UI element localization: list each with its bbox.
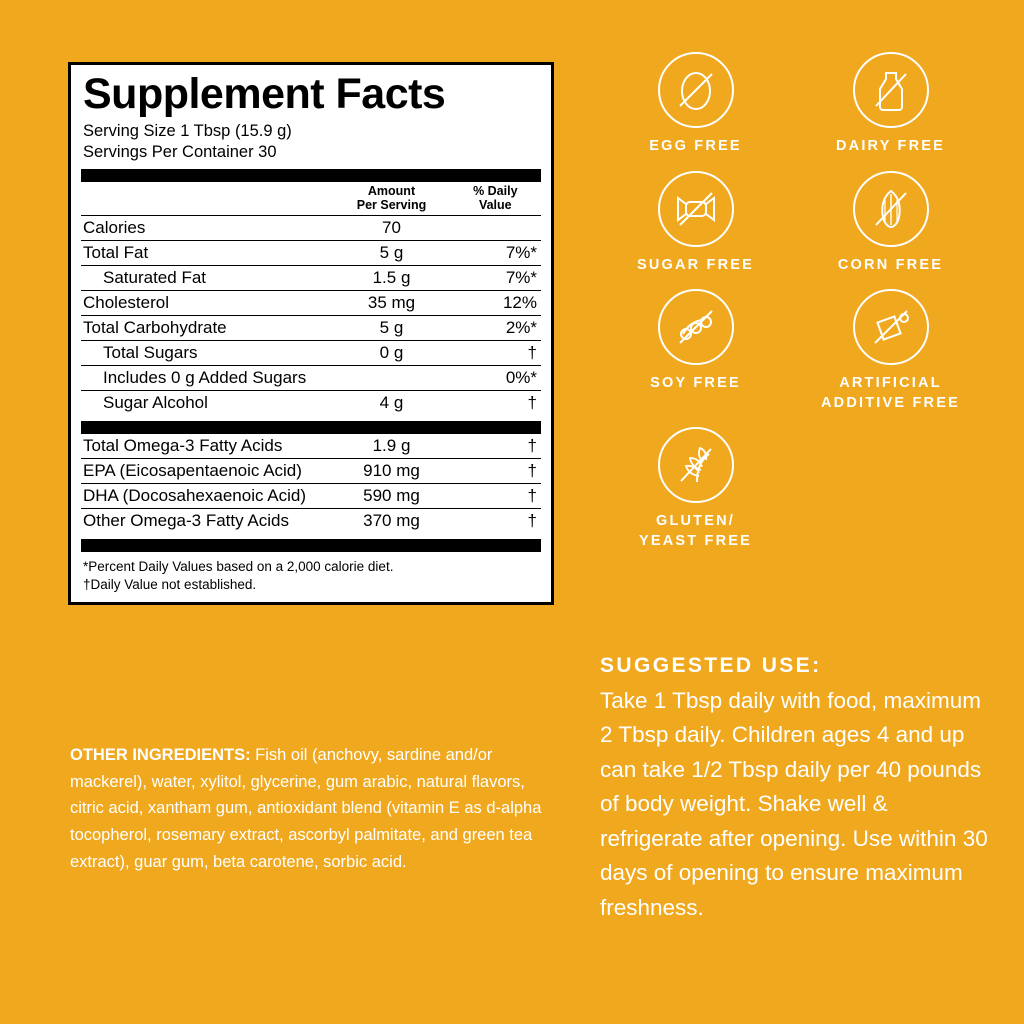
dairy-free-icon xyxy=(853,52,929,128)
row-amount: 5 g xyxy=(329,240,453,265)
header-daily-value xyxy=(454,182,541,215)
badge-label: DAIRY FREE xyxy=(835,138,945,154)
table-row xyxy=(81,365,541,390)
header-amount-per-serving xyxy=(329,182,453,215)
other-ingredients-block xyxy=(70,742,560,876)
footnote-daily-values: *Percent Daily Values based on a 2,000 calorie diet. xyxy=(83,558,394,574)
suggested-use-block xyxy=(600,654,992,925)
badge-sugar-free xyxy=(598,171,793,276)
row-dv: 2%* xyxy=(454,315,541,340)
row-dv: 12% xyxy=(454,290,541,315)
row-label: Includes 0 g Added Sugars xyxy=(81,365,454,390)
table-row xyxy=(81,215,541,240)
row-label: Calories xyxy=(81,215,329,240)
nutrition-table xyxy=(81,182,541,415)
table-row xyxy=(81,240,541,265)
servings-per-container-text: Servings Per Container 30 xyxy=(83,142,277,161)
sugar-free-icon xyxy=(658,171,734,247)
row-dv: † xyxy=(454,340,541,365)
table-row xyxy=(81,315,541,340)
divider-thick-top xyxy=(81,169,541,182)
badge-label-line1: ARTIFICIAL xyxy=(839,375,942,392)
badge-corn-free xyxy=(793,171,988,276)
badge-soy-free xyxy=(598,289,793,413)
other-ingredients-label: OTHER INGREDIENTS: xyxy=(70,746,251,764)
footnote-dagger: †Daily Value not established. xyxy=(83,577,257,593)
row-amount: 4 g xyxy=(329,390,453,415)
row-amount: 370 mg xyxy=(329,508,453,533)
table-row xyxy=(81,483,541,508)
header-amount-line1: Amount xyxy=(367,183,416,198)
row-amount: 1.5 g xyxy=(329,265,453,290)
row-dv: † xyxy=(527,435,537,455)
row-amount: 590 mg xyxy=(329,483,453,508)
header-blank xyxy=(81,182,329,215)
row-dv: 0%* xyxy=(454,365,541,390)
divider-thick-middle xyxy=(81,421,541,434)
badge-label: CORN FREE xyxy=(837,256,944,273)
table-row xyxy=(81,458,541,483)
suggested-use-body: Take 1 Tbsp daily with food, maximum 2 Tbsp daily. Children ages 4 and up can take 1/2 Tbsp daily per 40 pounds of body weight. Shake well & refrigerate after opening. Use within 30 days of opening to ensure maximum freshness. xyxy=(600,688,988,920)
badge-label-line2: ADDITIVE FREE xyxy=(821,394,960,411)
badge-dairy-free xyxy=(793,52,988,157)
other-ingredients-text: Fish oil (anchovy, sardine and/or mackerel), water, xylitol, glycerine, gum arabic, natural flavors, citric acid, xantham gum, antioxidant blend (vitamin E as d-alpha tocopherol, rosemary extract, ascorbyl palmitate, and green tea extract), guar gum, beta carotene, sorbic acid. xyxy=(70,746,542,871)
header-dv-line1: % Daily xyxy=(473,183,518,198)
page-title: Supplement Facts xyxy=(83,70,446,118)
table-row xyxy=(81,390,541,415)
badge-artificial-additive-free xyxy=(793,289,988,413)
badge-label-line1: GLUTEN/ xyxy=(655,513,736,530)
soy-free-icon xyxy=(658,289,734,365)
row-label: Total Sugars xyxy=(81,340,329,365)
row-amount: 5 g xyxy=(329,315,453,340)
badge-label xyxy=(598,512,793,551)
row-label: Total Fat xyxy=(81,240,329,265)
row-dv: 7%* xyxy=(454,240,541,265)
row-label: Other Omega-3 Fatty Acids xyxy=(81,508,329,533)
gluten-yeast-free-icon xyxy=(658,427,734,503)
corn-free-icon xyxy=(853,171,929,247)
supplement-facts-panel xyxy=(68,62,554,605)
row-amount: 910 mg xyxy=(329,458,453,483)
serving-size-text: Serving Size 1 Tbsp (15.9 g) xyxy=(83,121,292,140)
row-label: Sugar Alcohol xyxy=(81,390,329,415)
row-label: Total Omega-3 Fatty Acids xyxy=(83,435,283,455)
header-dv-line2: Value xyxy=(478,198,512,213)
header-amount-line2: Per Serving xyxy=(356,198,427,213)
badge-label xyxy=(793,374,988,413)
row-amount: 1.9 g xyxy=(372,435,411,455)
row-amount: 0 g xyxy=(329,340,453,365)
badge-egg-free xyxy=(598,52,793,157)
row-dv: † xyxy=(454,508,541,533)
divider-thick-bottom xyxy=(81,539,541,552)
free-from-badges xyxy=(598,52,988,565)
row-label: Total Carbohydrate xyxy=(81,315,329,340)
badge-label-line2: YEAST FREE xyxy=(638,532,753,549)
row-label: EPA (Eicosapentaenoic Acid) xyxy=(81,458,329,483)
table-row xyxy=(81,265,541,290)
row-dv: 7%* xyxy=(454,265,541,290)
row-label: DHA (Docosahexaenoic Acid) xyxy=(81,483,329,508)
table-row xyxy=(81,290,541,315)
suggested-use-title: SUGGESTED USE: xyxy=(600,654,822,677)
badge-label: SOY FREE xyxy=(650,375,741,392)
badge-label: SUGAR FREE xyxy=(636,256,755,273)
row-amount: 35 mg xyxy=(329,290,453,315)
row-dv: † xyxy=(454,458,541,483)
table-header-row xyxy=(81,182,541,215)
egg-free-icon xyxy=(658,52,734,128)
row-dv: † xyxy=(454,390,541,415)
row-label: Saturated Fat xyxy=(81,265,329,290)
omega-table xyxy=(81,434,541,533)
table-row xyxy=(81,508,541,533)
row-amount: 70 xyxy=(329,215,453,240)
artificial-additive-free-icon xyxy=(853,289,929,365)
row-label: Cholesterol xyxy=(81,290,329,315)
table-row xyxy=(81,434,541,459)
table-row xyxy=(81,340,541,365)
row-dv xyxy=(454,215,541,240)
badge-label: EGG FREE xyxy=(649,138,742,154)
row-dv: † xyxy=(454,483,541,508)
badge-gluten-yeast-free xyxy=(598,427,793,551)
